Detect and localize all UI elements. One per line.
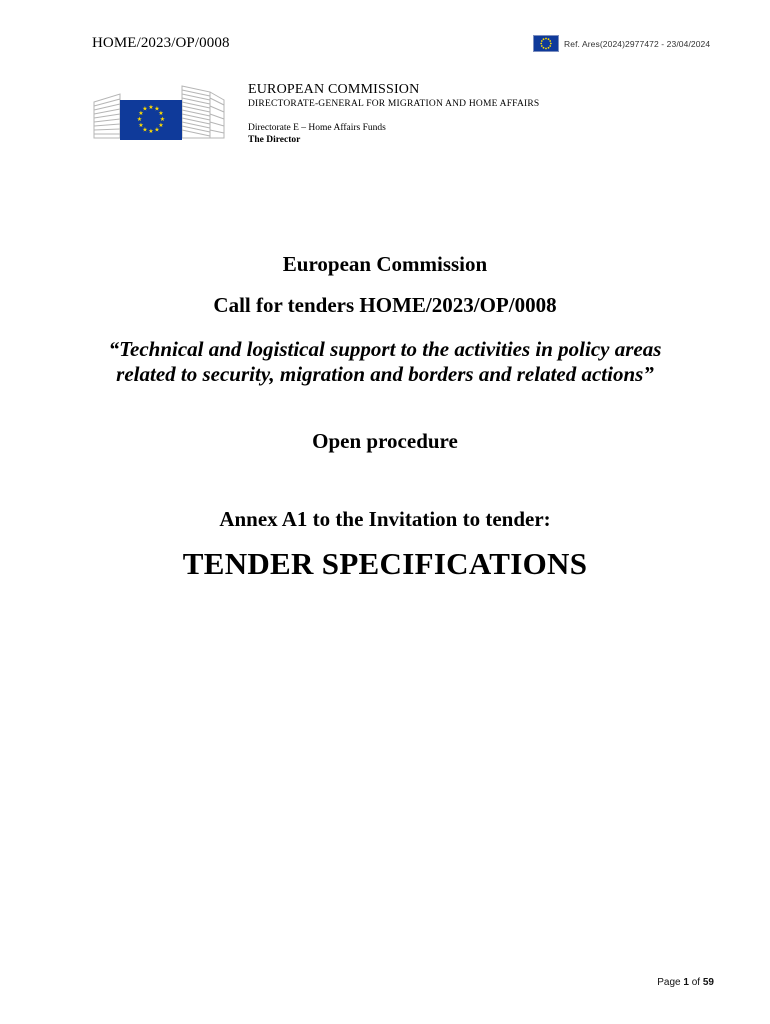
svg-text:★: ★: [138, 110, 144, 117]
svg-text:★: ★: [148, 104, 154, 111]
director-signature-line: The Director: [248, 135, 301, 145]
svg-text:★: ★: [159, 116, 166, 123]
organisation-name: EUROPEAN COMMISSION: [248, 82, 420, 97]
page-current: 1: [683, 977, 689, 988]
eu-flag-icon: [533, 35, 559, 52]
svg-text:★: ★: [142, 105, 148, 113]
directorate-general: DIRECTORATE-GENERAL FOR MIGRATION AND HOME AFFAIRS: [248, 99, 540, 109]
call-for-tenders-title: Call for tenders HOME/2023/OP/0008: [213, 293, 557, 317]
procedure-type: Open procedure: [312, 429, 458, 453]
subject-title: “Technical and logistical support to the activities in policy areas related to security, migration and borders and related actions”: [108, 337, 662, 386]
letterhead: [248, 82, 539, 146]
annex-title: Annex A1 to the Invitation to tender:: [219, 507, 551, 531]
svg-text:★: ★: [136, 116, 143, 123]
svg-text:★: ★: [158, 110, 164, 117]
directorate: Directorate E – Home Affairs Funds: [248, 123, 386, 133]
page-number: [657, 977, 714, 988]
svg-text:★: ★: [154, 105, 160, 113]
page-of: of: [691, 977, 701, 988]
svg-text:★: ★: [154, 126, 160, 134]
main-title: TENDER SPECIFICATIONS: [182, 546, 588, 581]
ares-reference: Ref. Ares(2024)2977472 - 23/04/2024: [564, 38, 711, 49]
svg-text:★: ★: [138, 122, 144, 129]
svg-text:★: ★: [158, 122, 164, 129]
title-line-1: European Commission: [282, 252, 488, 276]
svg-text:★: ★: [148, 128, 154, 135]
svg-text:★: ★: [142, 126, 148, 134]
ares-stamp: [533, 35, 710, 52]
page-total: 59: [702, 977, 714, 988]
document-reference: HOME/2023/OP/0008: [92, 35, 230, 51]
page-word: Page: [657, 977, 681, 988]
european-commission-logo: [92, 76, 232, 146]
